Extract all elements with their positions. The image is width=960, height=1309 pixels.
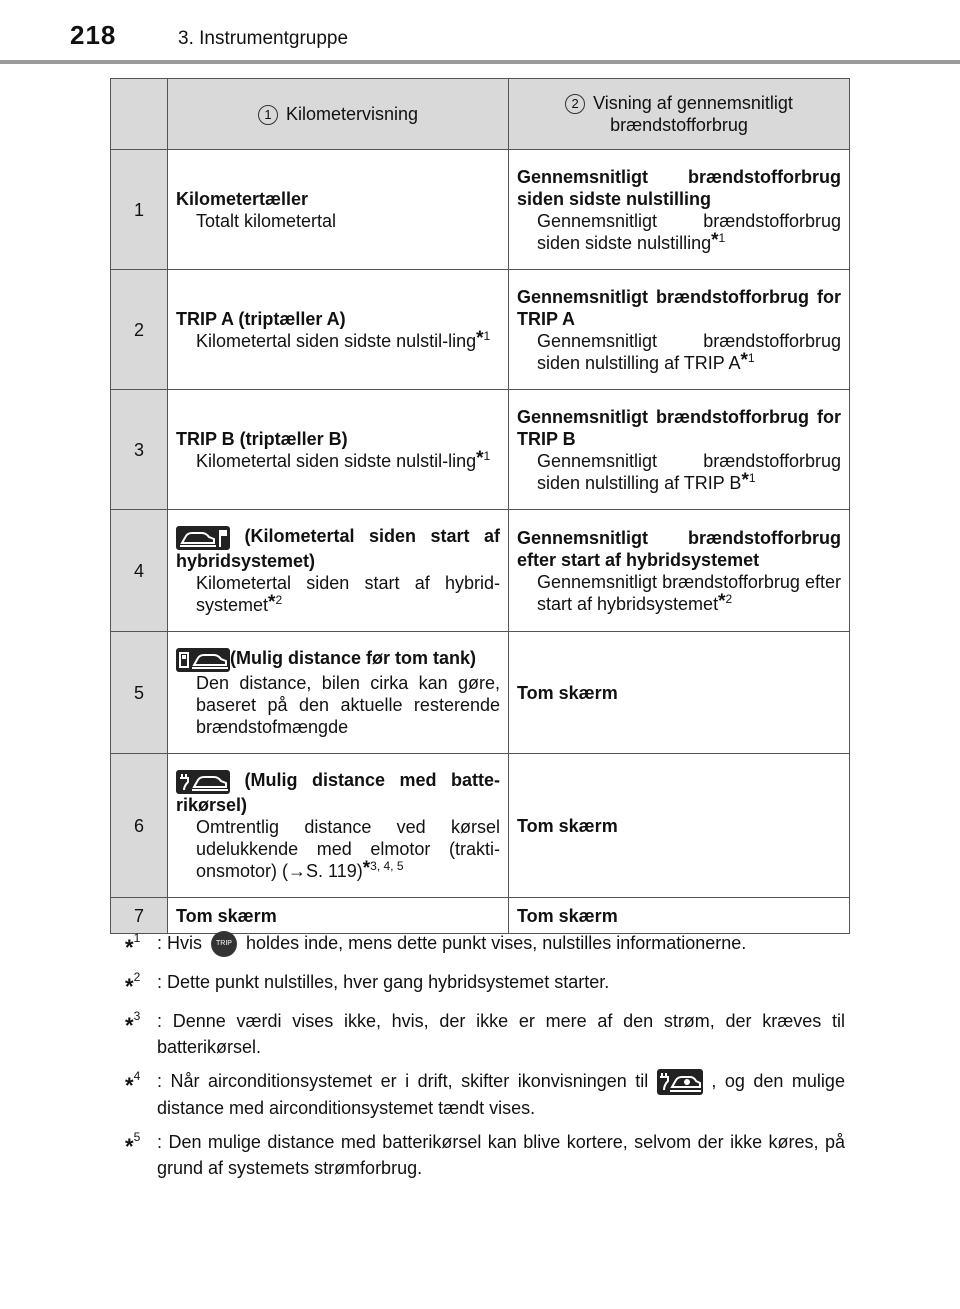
header-col-odometer (168, 79, 509, 150)
row-title: (Kilometertal siden start af hybridsystemet) (176, 526, 500, 571)
row-title: Tom skærm (509, 898, 850, 934)
header-col-odometer-label: Kilometervisning (285, 103, 419, 124)
row-title: Gennemsnitligt brændstofforbrug siden sidste nulstilling (517, 166, 841, 209)
footnote: *$^2$ : Dette punkt nulstilles, hver gang hybridsystemet starter. (125, 969, 845, 1000)
row-number: 3 (111, 390, 168, 510)
footnote-ref: 1 (483, 328, 491, 343)
footnote-ref: 2 (725, 591, 733, 606)
row-cell-fuel: Gennemsnitligt brændstofforbrug siden sidste nulstilling Gennemsnitligt brændstofforbrug siden sidste nulstilling$^{*1}$ (509, 150, 850, 270)
row-cell-odometer (168, 632, 509, 754)
row-desc: Kilometertal siden start af hybrid-systemet (196, 572, 500, 615)
row-cell-fuel: Gennemsnitligt brændstofforbrug for TRIP A Gennemsnitligt brændstofforbrug siden nulstilling af TRIP $A^{*1}$ (509, 270, 850, 390)
row-title: TRIP B (triptæller B) (176, 428, 348, 449)
plug-ac-car-icon (657, 1069, 703, 1095)
row-desc: Kilometertal siden sidste nulstil-ling (196, 330, 477, 351)
page-number: 218 (70, 20, 117, 50)
table-row (111, 632, 850, 754)
footnote-text: , og den mulige distance med airconditionsystemet tændt vises. (157, 1071, 845, 1119)
row-desc: Gennemsnitligt brændstofforbrug siden nulstilling af TRIP B (537, 450, 841, 493)
row-number: 6 (111, 754, 168, 898)
footnote-text: holdes inde, mens dette punkt vises, nulstilles informationerne. (246, 933, 747, 953)
row-desc: Omtrentlig distance ved kørsel udelukkende med elmotor (trakti-onsmotor) (→S. 119) (196, 816, 500, 881)
row-title: (Mulig distance før tom tank) (230, 648, 477, 669)
footnote-ref: 1 (747, 350, 755, 365)
footnote-number: 1 (133, 931, 141, 945)
footnote-ref: 2 (275, 592, 283, 607)
trip-button-icon: TRIP (211, 931, 237, 957)
header-col-fuel-label: Visning af gennemsnitligt brændstofforbrug (593, 92, 793, 136)
row-cell-fuel (509, 632, 850, 754)
row-number: 1 (111, 150, 168, 270)
footnote-text: : Den mulige distance med batterikørsel kan blive kortere, selvom der ikke køres, på grund af systemets strømforbrug. (157, 1132, 845, 1179)
row-cell-odometer: (Mulig distance med batte-rikørsel) Omtrentlig distance ved kørsel udelukkende med elmotor (trakti-onsmotor) (→S. 119)$^{*3, 4, 5}$ (168, 754, 509, 898)
table-header-row (111, 79, 850, 150)
row-cell-odometer (168, 150, 509, 270)
footnote-text: : Dette punkt nulstilles, hver gang hybridsystemet starter. (157, 972, 610, 992)
footnote-text: : Når airconditionsystemet er i drift, skifter ikonvisningen til (157, 1071, 649, 1091)
footnote-text: : Hvis (157, 933, 202, 953)
footnote-number: 2 (133, 970, 141, 984)
row-number: 7 (111, 898, 168, 934)
table-row (111, 390, 850, 510)
footnote-number: 3 (133, 1009, 141, 1023)
footnote: *$^4$ : Når airconditionsystemet er i drift, skifter ikonvisningen til , og den mulige distance med airconditionsystemet tændt vises. (125, 1069, 845, 1119)
table-row (111, 270, 850, 390)
display-table (110, 78, 850, 934)
circle-number-2: 2 (565, 94, 585, 114)
table-row (111, 510, 850, 632)
page-header (0, 0, 960, 70)
row-number: 4 (111, 510, 168, 632)
row-title: Gennemsnitligt brændstofforbrug for TRIP A (517, 286, 841, 329)
footnote-ref: 3, 4, 5 (370, 858, 404, 873)
table-row (111, 150, 850, 270)
circle-number-1: 1 (258, 105, 278, 125)
footnote-number: 4 (133, 1069, 141, 1083)
footnote: *$^3$ : Denne værdi vises ikke, hvis, der ikke er mere af den strøm, der kræves til batterikørsel. (125, 1008, 845, 1060)
row-title: Kilometertæller (176, 188, 309, 209)
footnotes (125, 930, 845, 1189)
row-cell-odometer: TRIP A (triptæller A) Kilometertal siden sidste nulstil-ling$^{*1}$ (168, 270, 509, 390)
row-cell-fuel (509, 754, 850, 898)
row-title: Tom skærm (168, 898, 509, 934)
row-cell-fuel: Gennemsnitligt brændstofforbrug for TRIP B Gennemsnitligt brændstofforbrug siden nulstilling af TRIP $B^{*1}$ (509, 390, 850, 510)
row-desc: Gennemsnitligt brændstofforbrug efter start af hybridsystemet (537, 571, 841, 614)
row-desc: Totalt kilometertal (196, 210, 337, 231)
row-desc: Gennemsnitligt brændstofforbrug siden nulstilling af TRIP A (537, 330, 841, 373)
header-empty-cell (111, 79, 168, 150)
row-desc: Den distance, bilen cirka kan gøre, baseret på den aktuelle resterende brændstofmængde (196, 672, 500, 737)
row-title: Tom skærm (517, 682, 618, 703)
footnote-ref: 1 (718, 230, 726, 245)
plug-car-icon (176, 770, 230, 794)
row-cell-fuel: Gennemsnitligt brændstofforbrug efter start af hybridsystemet Gennemsnitligt brændstofforbrug efter start af hybridsystemet$^{*2}$ (509, 510, 850, 632)
row-desc: Gennemsnitligt brændstofforbrug siden sidste nulstilling (537, 210, 841, 253)
footnote-ref: 1 (748, 470, 756, 485)
footnote-ref: 1 (483, 448, 491, 463)
row-title: Gennemsnitligt brændstofforbrug efter start af hybridsystemet (517, 527, 841, 570)
footnote-number: 5 (133, 1130, 141, 1145)
table-row (111, 754, 850, 898)
header-rule (0, 60, 960, 64)
car-flag-icon (176, 526, 230, 550)
row-cell-odometer: TRIP B (triptæller B) Kilometertal siden sidste nulstil-ling$^{*1}$ (168, 390, 509, 510)
fuel-car-icon (176, 648, 230, 672)
row-title: Tom skærm (517, 815, 618, 836)
row-number: 2 (111, 270, 168, 390)
table-row (111, 898, 850, 934)
header-col-fuel (509, 79, 850, 150)
row-cell-odometer: (Kilometertal siden start af hybridsystemet) Kilometertal siden start af hybrid-systemet$^{*2}$ (168, 510, 509, 632)
row-number: 5 (111, 632, 168, 754)
row-title: TRIP A (triptæller A) (176, 308, 346, 329)
row-title: Gennemsnitligt brændstofforbrug for TRIP B (517, 406, 841, 449)
row-desc: Kilometertal siden sidste nulstil-ling (196, 450, 477, 471)
chapter-title: 3. Instrumentgruppe (178, 28, 349, 49)
footnote-text: : Denne værdi vises ikke, hvis, der ikke er mere af den strøm, der kræves til batterikørsel. (157, 1011, 845, 1057)
footnote: *$^5$ : Den mulige distance med batterikørsel kan blive kortere, selvom der ikke køres, på grund af systemets strømforbrug. (125, 1129, 845, 1181)
row-title: (Mulig distance med batte-rikørsel) (176, 770, 500, 815)
footnote: *$^1$ : Hvis TRIP holdes inde, mens dette punkt vises, nulstilles informationerne. (125, 931, 747, 960)
